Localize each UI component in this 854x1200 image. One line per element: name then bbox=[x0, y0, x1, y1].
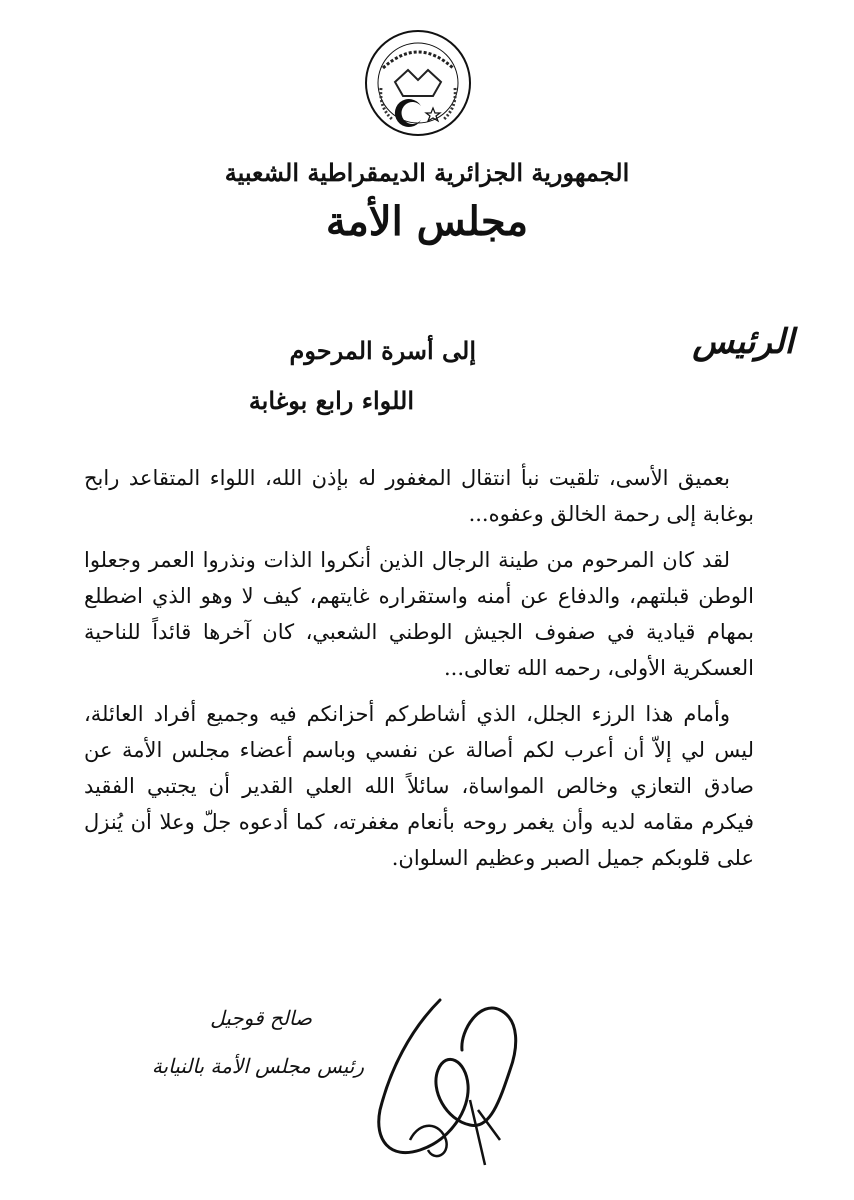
signatory-name: صالح قوجيل bbox=[210, 1006, 312, 1030]
paragraph-2: لقد كان المرحوم من طينة الرجال الذين أنكروا الذات ونذروا العمر وجعلوا الوطن قبلتهم، والدفاع عن أمنه واستقراره غايتهم، كيف لا وهو الذي اضطلع بمهام قيادية في صفوف الجيش الوطني الشعبي، كان آخرها قائداً للناحية العسكرية الأولى، رحمه الله تعالى... bbox=[84, 548, 754, 680]
recipient-line: إلى أسرة المرحوم bbox=[289, 336, 476, 365]
signatory-title: رئيس مجلس الأمة بالنيابة bbox=[151, 1054, 364, 1078]
republic-heading: الجمهورية الجزائرية الديمقراطية الشعبية bbox=[224, 158, 630, 187]
paragraph-1: بعميق الأسى، تلقيت نبأ انتقال المغفور له بإذن الله، اللواء المتقاعد رابح بوغابة إلى رحمة الخالق وعفوه... bbox=[84, 466, 754, 526]
signature-icon bbox=[350, 990, 540, 1180]
paragraph-3: وأمام هذا الرزء الجلل، الذي أشاطركم أحزانكم فيه وجميع أفراد العائلة، ليس لي إلاّ أن أعرب لكم أصالة عن نفسي وباسم أعضاء مجلس الأمة عن صادق التعازي وخالص المواساة، سائلاً الله العلي القدير أن يجتبي الفقيد فيكرم مقامه لديه وأن يغمر روحه بأنعام مغفرته، كما أدعوه جلّ وعلا أن يُنزل على قلوبكم جميل الصبر وعظيم السلوان. bbox=[84, 702, 754, 870]
state-seal-icon bbox=[363, 28, 473, 138]
letter-body bbox=[84, 460, 754, 886]
council-heading: مجلس الأمة bbox=[325, 198, 529, 245]
recipient-name: اللواء رابع بوغابة bbox=[248, 386, 414, 415]
president-label: الرئيس bbox=[692, 322, 794, 362]
